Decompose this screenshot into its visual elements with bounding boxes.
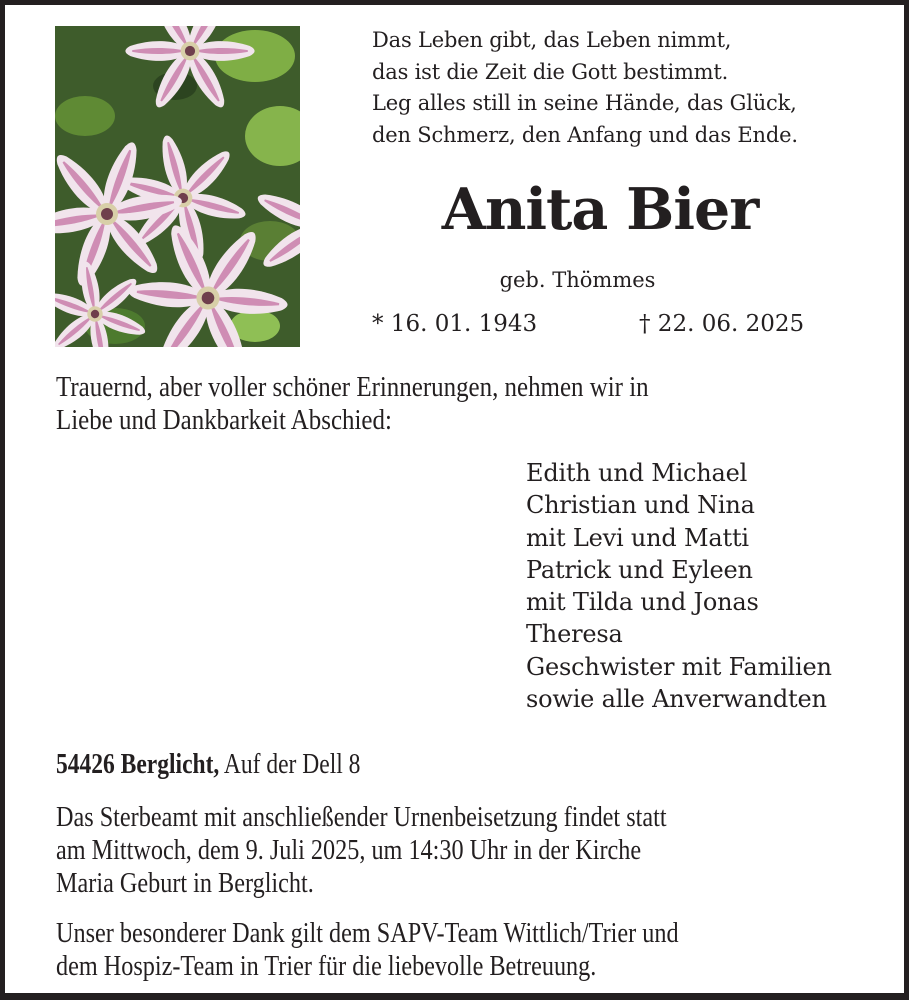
- verse-line: den Schmerz, den Anfang und das Ende.: [372, 122, 798, 147]
- family-member: mit Tilda und Jonas: [526, 588, 759, 617]
- verse-line: Leg alles still in seine Hände, das Glück,: [372, 91, 797, 115]
- thanks-line: dem Hospiz-Team in Trier für die liebevolle Betreuung.: [56, 950, 597, 982]
- verse-line: Das Leben gibt, das Leben nimmt,: [372, 28, 732, 52]
- death-date: † 22. 06. 2025: [639, 311, 805, 337]
- service-line: Maria Geburt in Berglicht.: [56, 867, 314, 899]
- family-list: [526, 457, 832, 715]
- family-member: mit Levi und Matti: [526, 523, 749, 552]
- flower-image-icon: [55, 26, 300, 347]
- service-info: [56, 801, 787, 900]
- family-member: Theresa: [526, 620, 623, 649]
- intro-line: Trauernd, aber voller schöner Erinnerungen, nehmen wir in: [56, 371, 649, 403]
- verse: [372, 25, 892, 151]
- clematis-flower-photo: [55, 26, 300, 347]
- intro-text: [56, 371, 745, 437]
- birth-date: * 16. 01. 1943: [372, 311, 538, 337]
- family-member: Edith und Michael: [526, 459, 748, 487]
- family-member: sowie alle Anverwandten: [526, 685, 827, 714]
- service-line: Das Sterbeamt mit anschließender Urnenbeisetzung findet statt: [56, 801, 667, 833]
- verse-line: das ist die Zeit die Gott bestimmt.: [372, 59, 729, 84]
- family-member: Geschwister mit Familien: [526, 652, 832, 681]
- intro-line: Liebe und Dankbarkeit Abschied:: [56, 404, 392, 436]
- address-place: 54426 Berglicht,: [56, 749, 220, 780]
- maiden-name: geb. Thömmes: [499, 268, 656, 292]
- thanks-line: Unser besonderer Dank gilt dem SAPV-Team Wittlich/Trier und: [56, 917, 679, 949]
- address: [56, 748, 418, 782]
- service-line: am Mittwoch, dem 9. Juli 2025, um 14:30 Uhr in der Kirche: [56, 834, 642, 866]
- address-street: Auf der Dell 8: [219, 749, 361, 780]
- family-member: Christian und Nina: [526, 491, 755, 520]
- deceased-name: Anita Bier: [441, 176, 759, 243]
- thanks-text: [56, 917, 802, 983]
- family-member: Patrick und Eyleen: [526, 555, 753, 584]
